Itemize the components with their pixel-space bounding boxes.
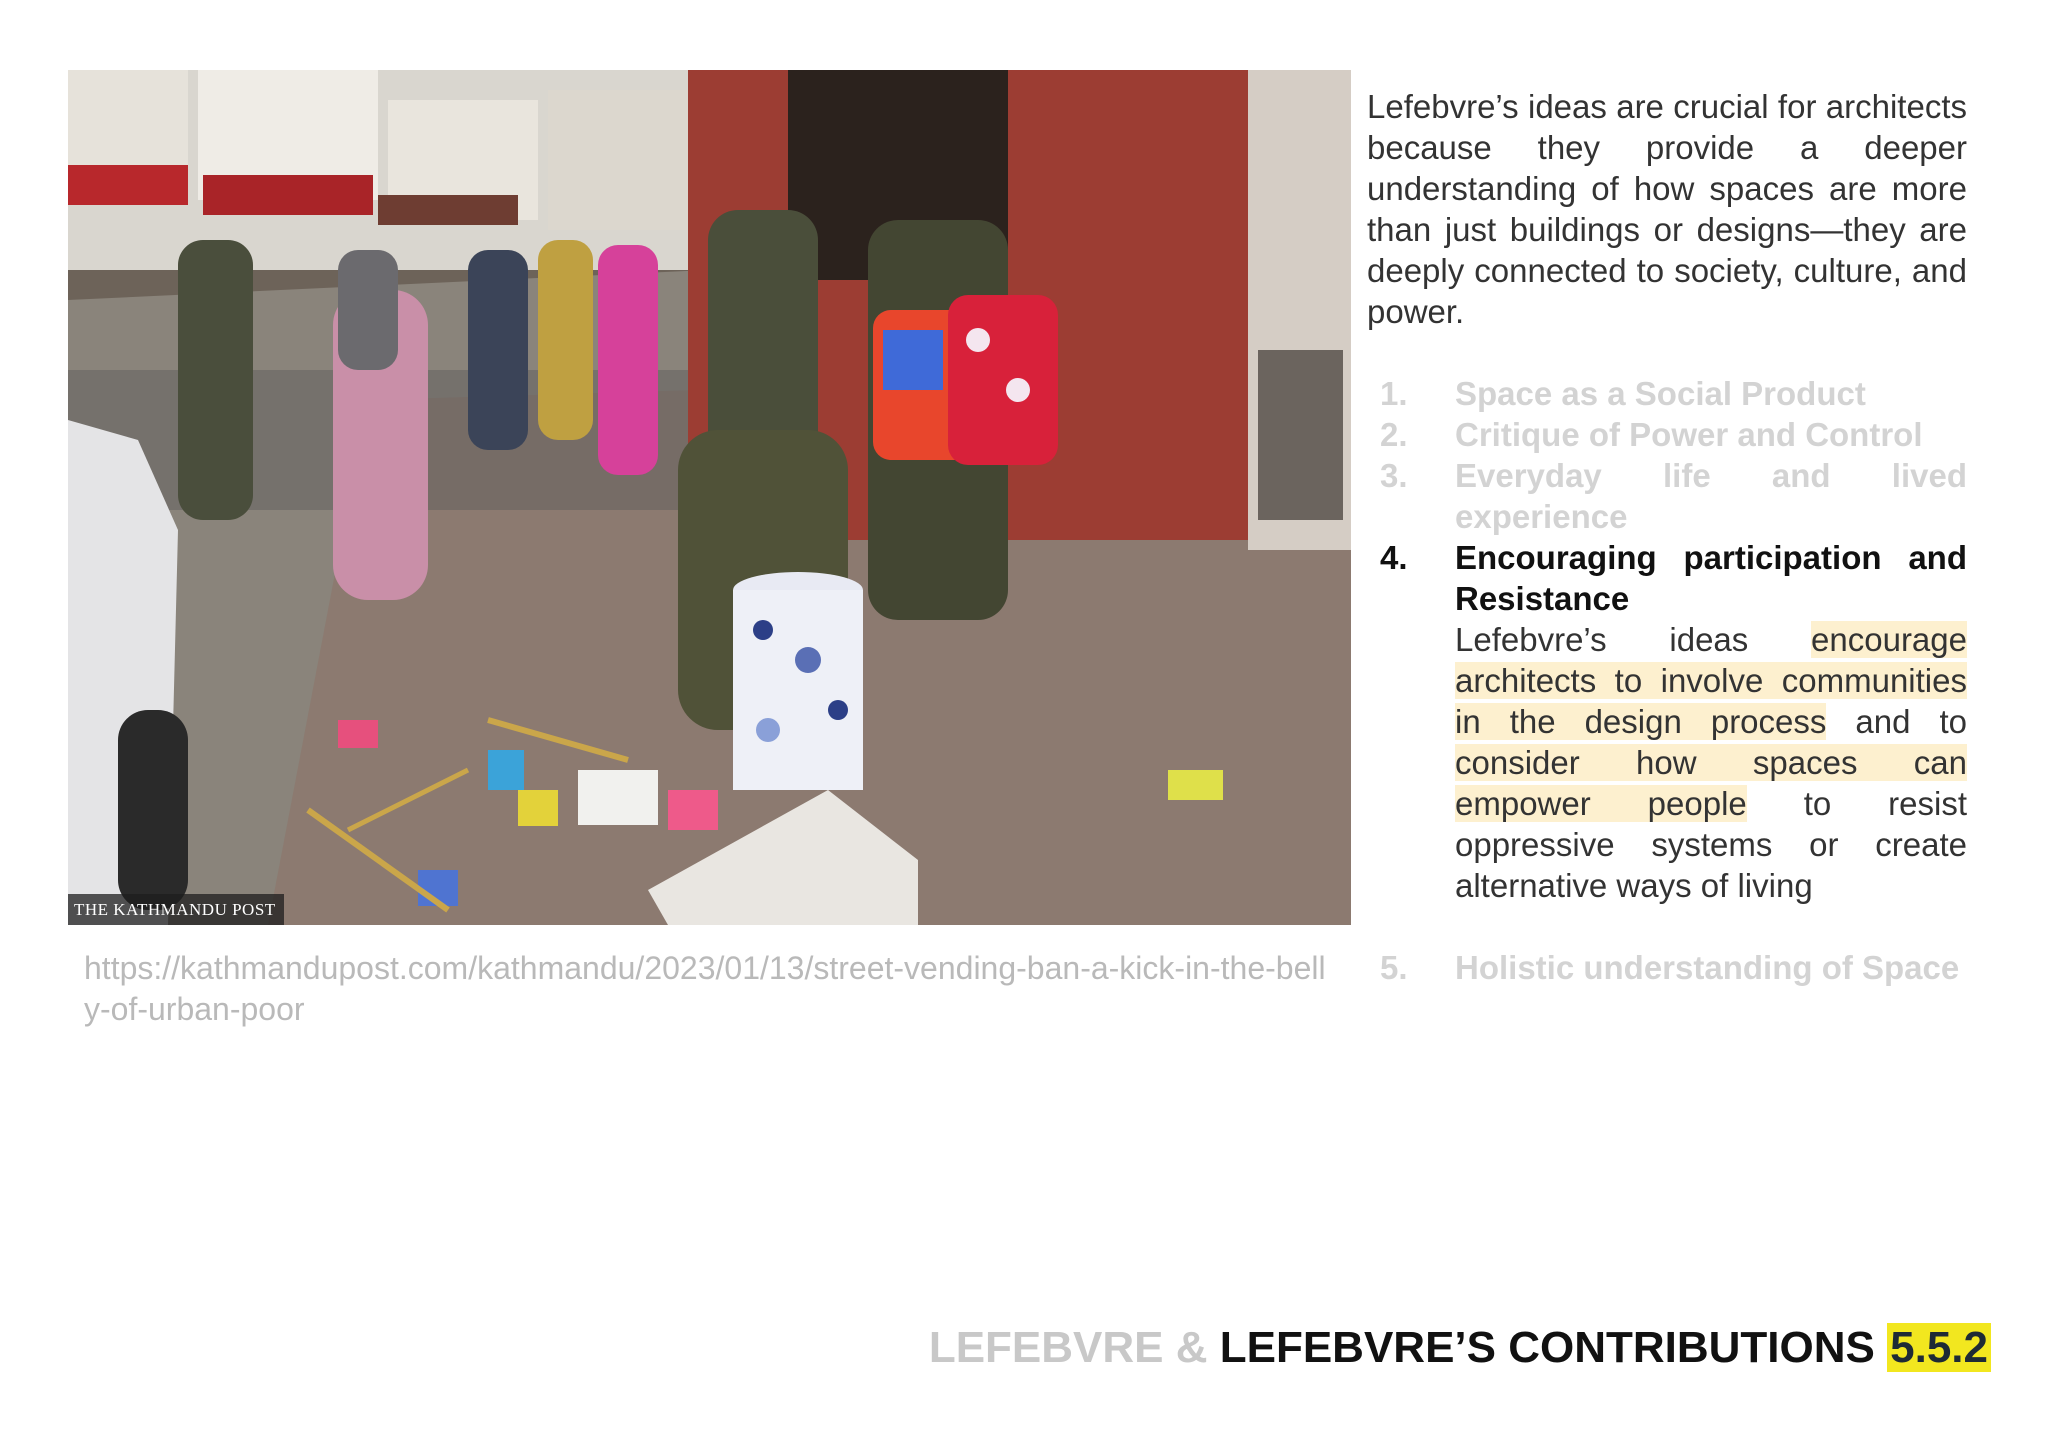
content-column — [1367, 86, 1967, 988]
photo-watermark: THE KATHMANDU POST — [68, 894, 284, 925]
desc-segment: and to — [1826, 703, 1967, 740]
list-item-number: 4. — [1380, 539, 1408, 576]
photo-source-url[interactable]: https://kathmandupost.com/kathmandu/2023/01/13/street-vending-ban-a-kick-in-the-belly-of-urban-poor — [84, 950, 1326, 1027]
desc-segment: Lefebvre’s ideas — [1455, 621, 1812, 658]
list-item-title: Encouraging participation and Resistance — [1455, 539, 1967, 617]
list-item-title: Holistic understanding of Space — [1455, 949, 1960, 986]
desc-segment: to resist oppressive systems or create alternative ways of living — [1455, 785, 1967, 904]
desc-segment-highlight: encourage architects to involve communities in the design process — [1455, 621, 1967, 740]
list-item-number: 2. — [1380, 416, 1408, 453]
list-item-number: 3. — [1380, 457, 1408, 494]
footer-section-number: 5.5.2 — [1887, 1323, 1991, 1372]
desc-segment-highlight: consider how spaces can empower people — [1455, 744, 1967, 822]
list-item-description — [1455, 619, 1967, 906]
list-item-number: 1. — [1380, 375, 1408, 412]
list-item — [1367, 414, 1967, 455]
street-vending-photo — [68, 70, 1351, 925]
list-item-title: Everyday life and lived experience — [1455, 457, 1967, 535]
footer-section: LEFEBVRE & — [928, 1323, 1220, 1372]
list-item-title: Space as a Social Product — [1455, 375, 1866, 412]
list-item-title: Critique of Power and Control — [1455, 416, 1923, 453]
footer-title: LEFEBVRE’S CONTRIBUTIONS — [1219, 1323, 1875, 1372]
slide-footer — [929, 1320, 1991, 1376]
list-item-number: 5. — [1380, 949, 1408, 986]
intro-paragraph: Lefebvre’s ideas are crucial for architects because they provide a deeper understanding of how spaces are more than just buildings or designs—they are deeply connected to society, culture, and power. — [1367, 88, 1967, 330]
list-item — [1367, 373, 1967, 414]
list-item — [1367, 455, 1967, 537]
contributions-list — [1367, 373, 1967, 988]
list-item-active — [1367, 537, 1967, 906]
list-item — [1367, 947, 1967, 988]
photo-illustration — [68, 70, 1351, 925]
